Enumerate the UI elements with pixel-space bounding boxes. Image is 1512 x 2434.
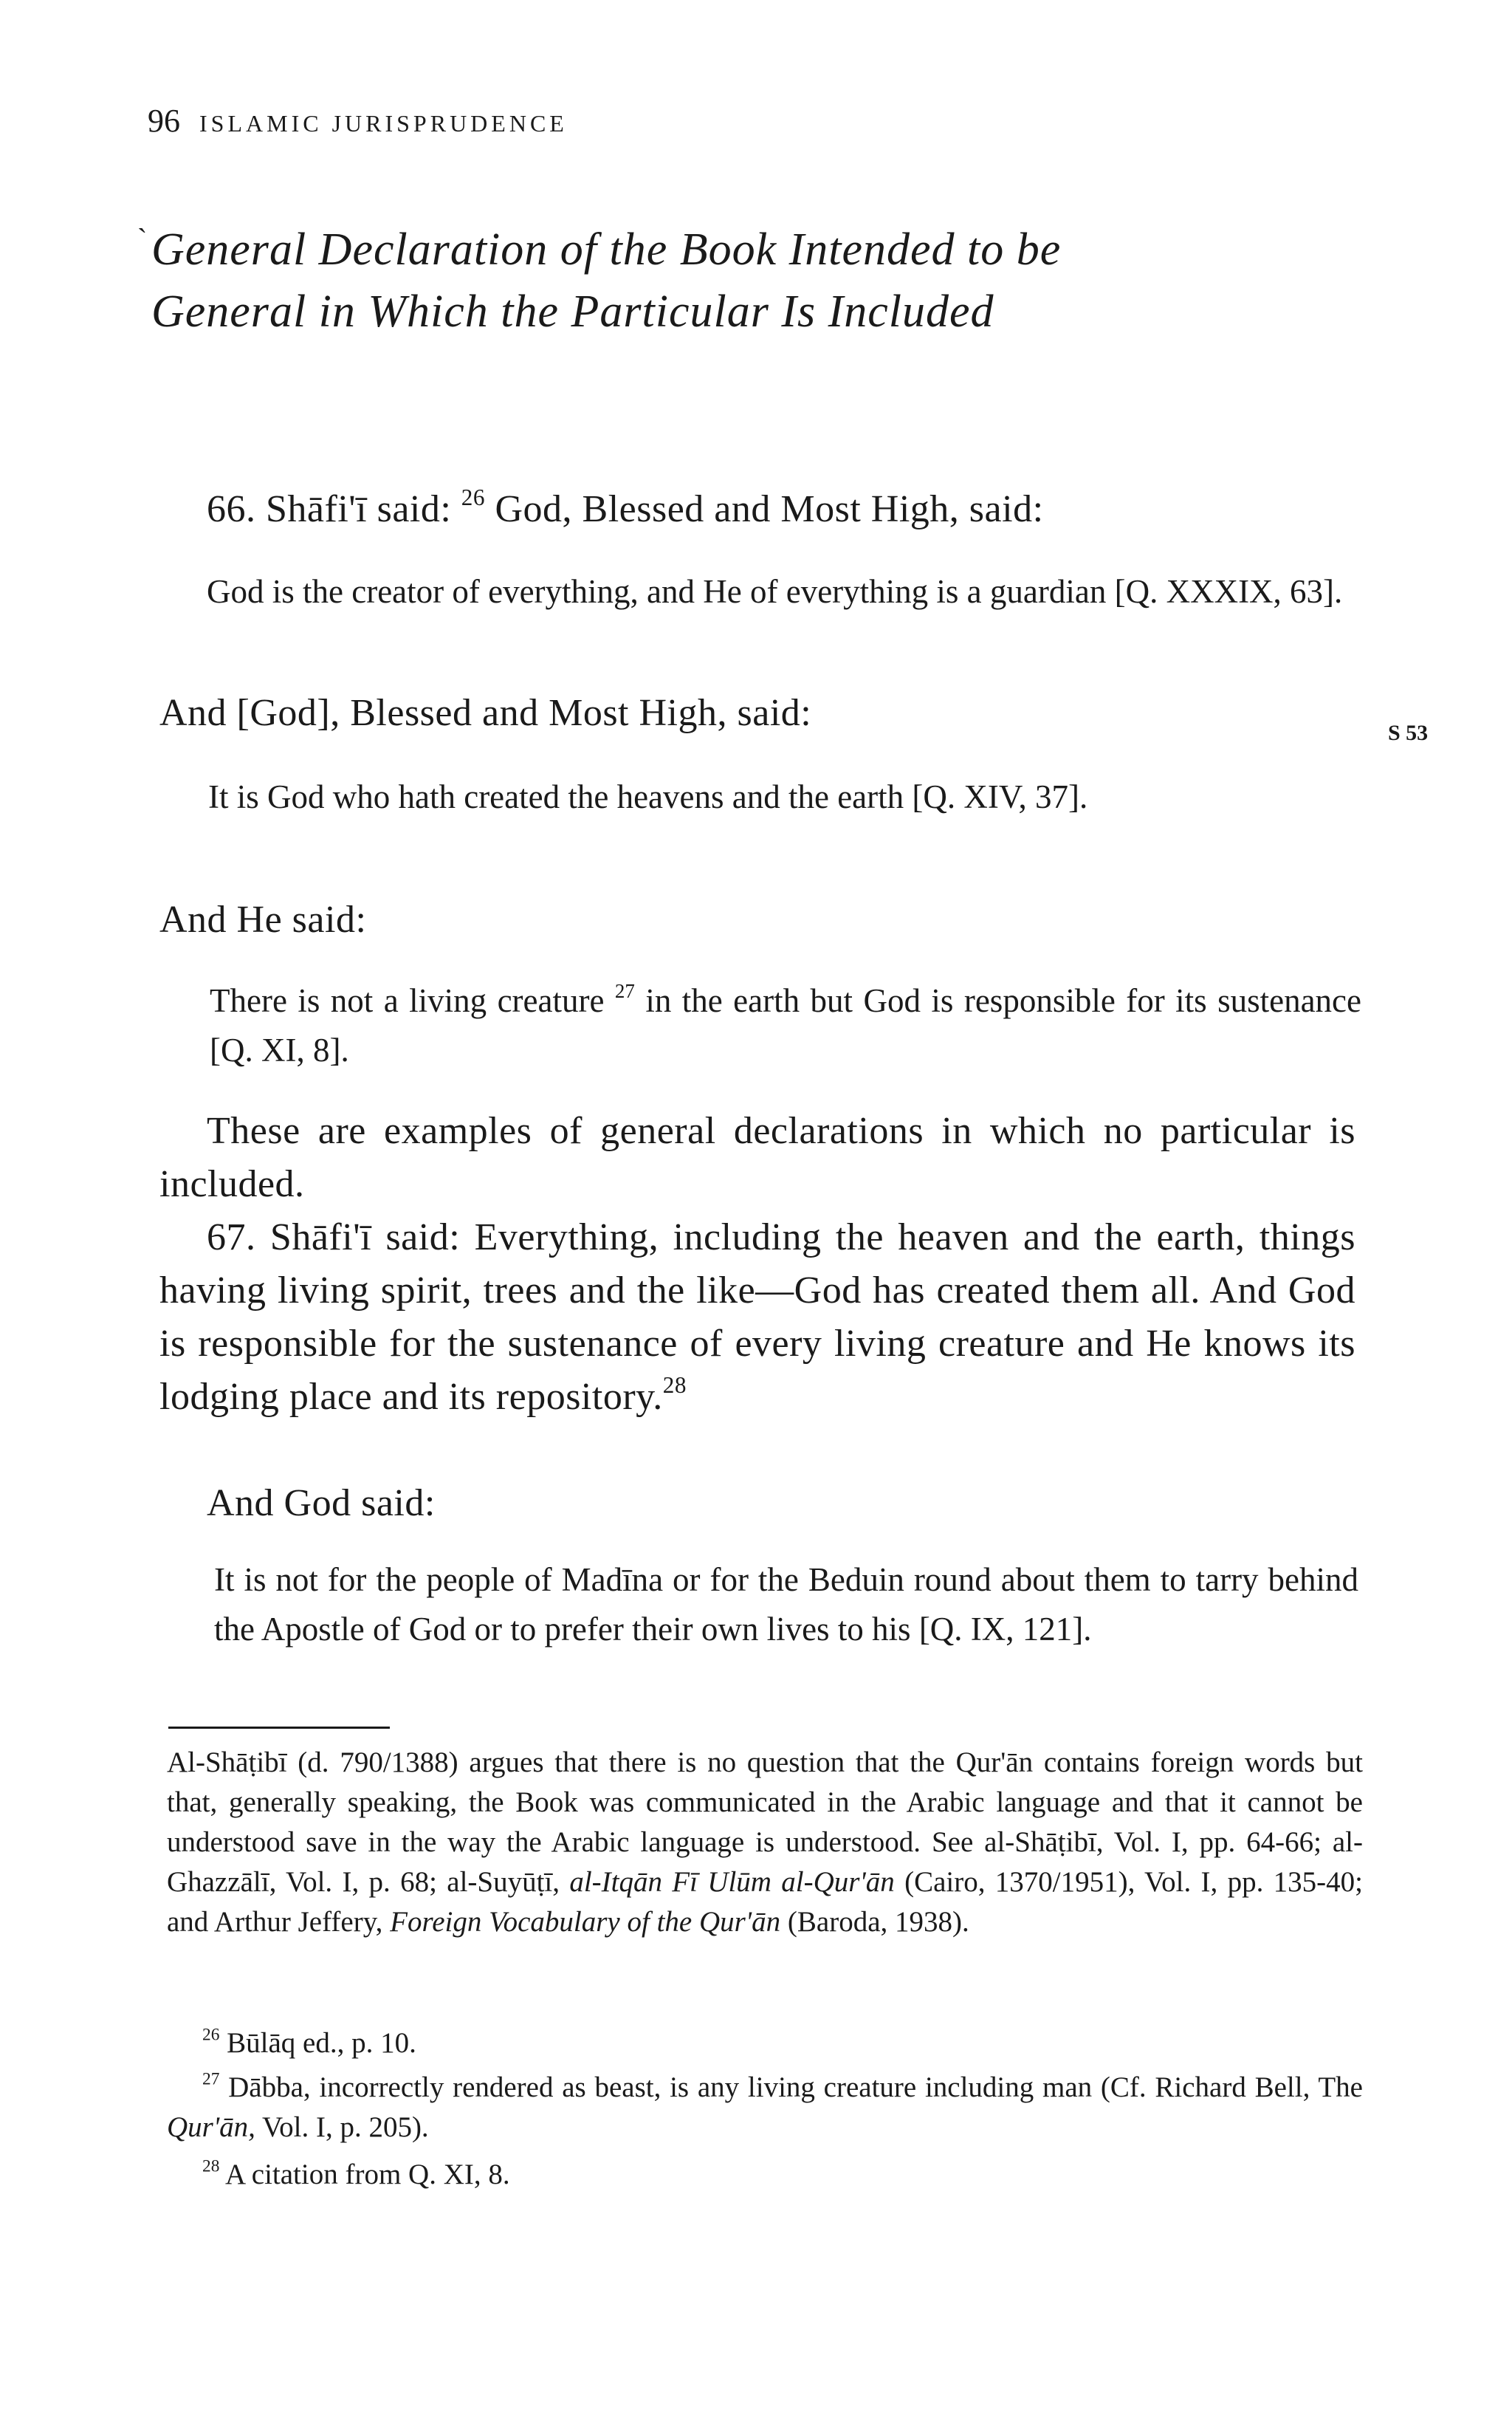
paragraph-66-intro: [207, 483, 1344, 536]
footnote-ref-28: 28: [662, 1372, 687, 1399]
footnote-italic-title: Qur'ān,: [167, 2111, 255, 2143]
footnote-continued: [167, 1743, 1363, 1942]
section-title: General Declaration of the Book Intended to be General in Which the Particular Is Included: [151, 224, 1062, 337]
running-head: [148, 102, 568, 146]
footnote-italic-title: Foreign Vocabulary of the Qur'ān: [390, 1906, 781, 1938]
paragraph-text: God, Blessed and Most High, said:: [495, 488, 1044, 530]
footnote-rule: [168, 1727, 390, 1729]
footnote-marker: 27: [202, 2069, 220, 2089]
paragraph-text: There is not a living creature: [210, 982, 605, 1019]
footnote-26: [167, 2023, 1363, 2063]
quotation-1: God is the creator of everything, and He of everything is a guardian [Q. XXXIX, 63].: [207, 573, 1343, 610]
footnote-28: [167, 2155, 1363, 2195]
footnote-text: (Cairo, 1370/1951), Vol. I, pp. 135-40; and Arthur Jeffery,: [167, 1866, 1363, 1938]
paragraph-examples: These are examples of general declarations in which no particular is included.: [159, 1110, 1355, 1205]
footnote-ref-27: 27: [614, 980, 635, 1003]
paragraph-and-god: And [God], Blessed and Most High, said:: [159, 692, 812, 734]
page-number: 96: [148, 103, 180, 139]
footnote-text: A citation from Q. XI, 8.: [225, 2159, 510, 2190]
paragraph-and-god-said: And God said:: [207, 1482, 436, 1524]
paragraph-67: [159, 1211, 1355, 1424]
footnote-text: Būlāq ed., p. 10.: [227, 2027, 416, 2059]
footnote-text: Vol. I, p. 205).: [261, 2111, 429, 2143]
quotation-2: It is God who hath created the heavens and the earth [Q. XIV, 37].: [208, 778, 1088, 815]
footnote-text: (Baroda, 1938).: [787, 1906, 969, 1938]
paragraph-text: 66. Shāfi'ī said:: [207, 488, 452, 530]
quotation-3: [210, 976, 1361, 1075]
footnote-ref-26: 26: [461, 484, 485, 511]
footnote-27: [167, 2068, 1363, 2147]
running-title: ISLAMIC JURISPRUDENCE: [199, 110, 568, 137]
margin-number: S 53: [1388, 721, 1429, 745]
footnote-marker: 26: [202, 2025, 220, 2045]
margin-tick: ˋ: [137, 222, 148, 256]
quotation-4: It is not for the people of Madīna or for the Beduin round about them to tarry behind the Apostle of God or to prefer their own lives to his [Q. IX, 121].: [214, 1561, 1358, 1648]
footnote-text: Al-Shāṭibī (d. 790/1388) argues that there is no question that the Qur'ān contains foreign words but that, generally speaking, the Book was communicated in the Arabic language and that it cannot be understood save in the way the Arabic language is understood. See al-Shāṭibī, Vol. I, pp. 64-66; al-Ghazzālī, Vol. I, p. 68; al-Suyūṭī,: [167, 1746, 1363, 1898]
footnote-italic-title: al-Itqān Fī Ulūm al-Qur'ān: [569, 1866, 895, 1898]
paragraph-text: 67. Shāfi'ī said: Everything, including the heaven and the earth, things having living spirit, trees and the like—God has created them all. And God is responsible for the sustenance of every living creature and He knows its lodging place and its repository.: [159, 1216, 1355, 1418]
paragraph-and-he: And He said:: [159, 899, 367, 941]
paragraph-text: in the earth but God is responsible for its sustenance [Q. XI, 8].: [210, 982, 1362, 1069]
footnote-text: Dābba, incorrectly rendered as beast, is any living creature including man (Cf. Richard Bell, The: [228, 2071, 1363, 2103]
footnote-marker: 28: [202, 2156, 220, 2176]
